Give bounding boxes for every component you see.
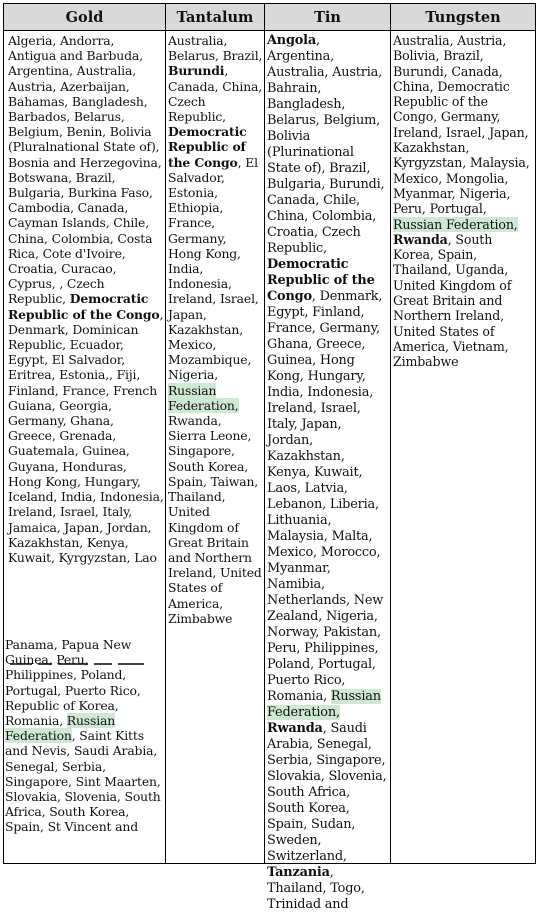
country-text: Algeria, Andorra, Antigua and Barbuda, Argentina, Australia, Austria, Azerbaijan, Bahamas, Bangladesh, Barbados, Belarus, Belgium, Benin, Bolivia (Pluralnational State of), Bosnia and Herzegovina, Botswana, Brazil, Bulgaria, Burkina Faso, Cambodia, Canada, Cayman Islands, Chile, China, Colombia, Costa Rica, Cote d'Ivoire, Croatia, Curacao, Cyprus, , Czech Republic, xyxy=(8,33,162,307)
header-row xyxy=(4,4,536,31)
bold-country: Angola xyxy=(267,33,317,48)
country-text: Australia, Austria, Bolivia, Brazil, Burundi, Canada, China, Democratic Republic of the Congo, Germany, Ireland, Israel, Japan, Kazakhstan, Kyrgyzstan, Malaysia, Mexico, Mongolia, Myanmar, Nigeria, Peru, Portugal, xyxy=(393,33,530,217)
tin-country-list xyxy=(267,33,389,913)
country-text: Panama, Papua New Guinea, Peru, Philippines, Poland, Portugal, Puerto Rico, Republic of Korea, Romania, xyxy=(5,637,141,729)
tin-cell xyxy=(265,31,391,912)
highlighted-country: Russian Federation xyxy=(5,713,116,744)
country-text: , Denmark, Egypt, Finland, France, Germany, Ghana, Greece, Guinea, Hong Kong, Hungary, India, Indonesia, Ireland, Israel, Italy, Japan, Jordan, Kazakhstan, Kenya, Kuwait, Laos, Latvia, Lebanon, Liberia, Lithuania, Malaysia, Malta, Mexico, Morocco, Myanmar, Namibia, Netherlands, New Zealand, Nigeria, Norway, Pakistan, Peru, Philippines, Poland, Portugal, Puerto Rico, Romania, xyxy=(267,289,384,704)
bold-country: Tanzania xyxy=(267,865,330,880)
country-row xyxy=(4,31,536,864)
gold-country-list xyxy=(8,33,164,565)
country-text: , Argentina, Australia, Austria, Bahrain, Bangladesh, Belarus, Belgium, Bolivia (Plurinational State of), Brazil, Bulgaria, Burundi, Canada, Chile, China, Colombia, Croatia, Czech Republic, xyxy=(267,33,385,256)
highlighted-country: Russian Federation, xyxy=(267,689,381,720)
header-tungsten: Tungsten xyxy=(391,4,536,31)
tantalum-country-list xyxy=(168,33,263,626)
tantalum-cell xyxy=(166,31,265,864)
country-text: Rwanda, Sierra Leone, Singapore, South Korea, Spain, Taiwan, Thailand, United Kingdom of Great Britain and Northern Ireland, United States of America, Zimbabwe xyxy=(168,413,262,626)
bold-country: Rwanda xyxy=(267,721,323,736)
minerals-country-table xyxy=(3,3,536,912)
country-text: , Denmark, Dominican Republic, Ecuador, Egypt, El Salvador, Eritrea, Estonia,, Fiji, Finland, France, French Guiana, Georgia, Germany, Ghana, Greece, Grenada, Guatemala, Guinea, Guyana, Honduras, Hong Kong, Hungary, Iceland, India, Indonesia, Ireland, Israel, Italy, Jamaica, Japan, Jordan, Kazakhstan, Kenya, Kuwait, Kyrgyzstan, Lao xyxy=(8,306,164,565)
country-text: , Thailand, Togo, Trinidad and xyxy=(267,865,365,912)
country-text: , Saudi Arabia, Senegal, Serbia, Singapore, Slovakia, Slovenia, South Africa, South Korea, Spain, Sudan, Sweden, Switzerland, xyxy=(267,721,387,864)
tungsten-cell xyxy=(391,31,536,864)
country-text: , Canada, China, Czech Republic, xyxy=(168,63,263,125)
bold-country: Democratic Republic of the Congo xyxy=(8,291,160,322)
bold-country: Rwanda xyxy=(393,231,448,247)
header-tin: Tin xyxy=(265,4,391,31)
gold-cell xyxy=(4,31,166,864)
gold-country-list-continued xyxy=(5,637,164,835)
header-gold: Gold xyxy=(4,4,166,31)
country-text: , Saint Kitts and Nevis, Saudi Arabia, Senegal, Serbia, Singapore, Sint Maarten, Slovakia, Slovenia, South Africa, South Korea, Spain, St Vincent and xyxy=(5,728,161,835)
country-text: , South Korea, Spain, Thailand, Uganda, United Kingdom of Great Britain and Northern Ireland, United States of America, Vietnam, Zimbabwe xyxy=(393,231,512,370)
bold-country: Democratic Republic of the Congo xyxy=(168,124,247,170)
tungsten-country-list xyxy=(393,33,534,370)
highlighted-country: Russian Federation, xyxy=(168,382,239,413)
highlighted-country: Russian Federation, xyxy=(393,216,518,232)
country-text: Australia, Belarus, Brazil, xyxy=(168,33,263,64)
country-text: , El Salvador, Estonia, Ethiopia, France, Germany, Hong Kong, India, Indonesia, Ireland, Israel, Japan, Kazakhstan, Mexico, Mozambique, Nigeria, xyxy=(168,154,259,383)
bold-country: Democratic Republic of the Congo xyxy=(267,257,375,304)
header-tantalum: Tantalum xyxy=(166,4,265,31)
bold-country: Burundi xyxy=(168,63,225,79)
